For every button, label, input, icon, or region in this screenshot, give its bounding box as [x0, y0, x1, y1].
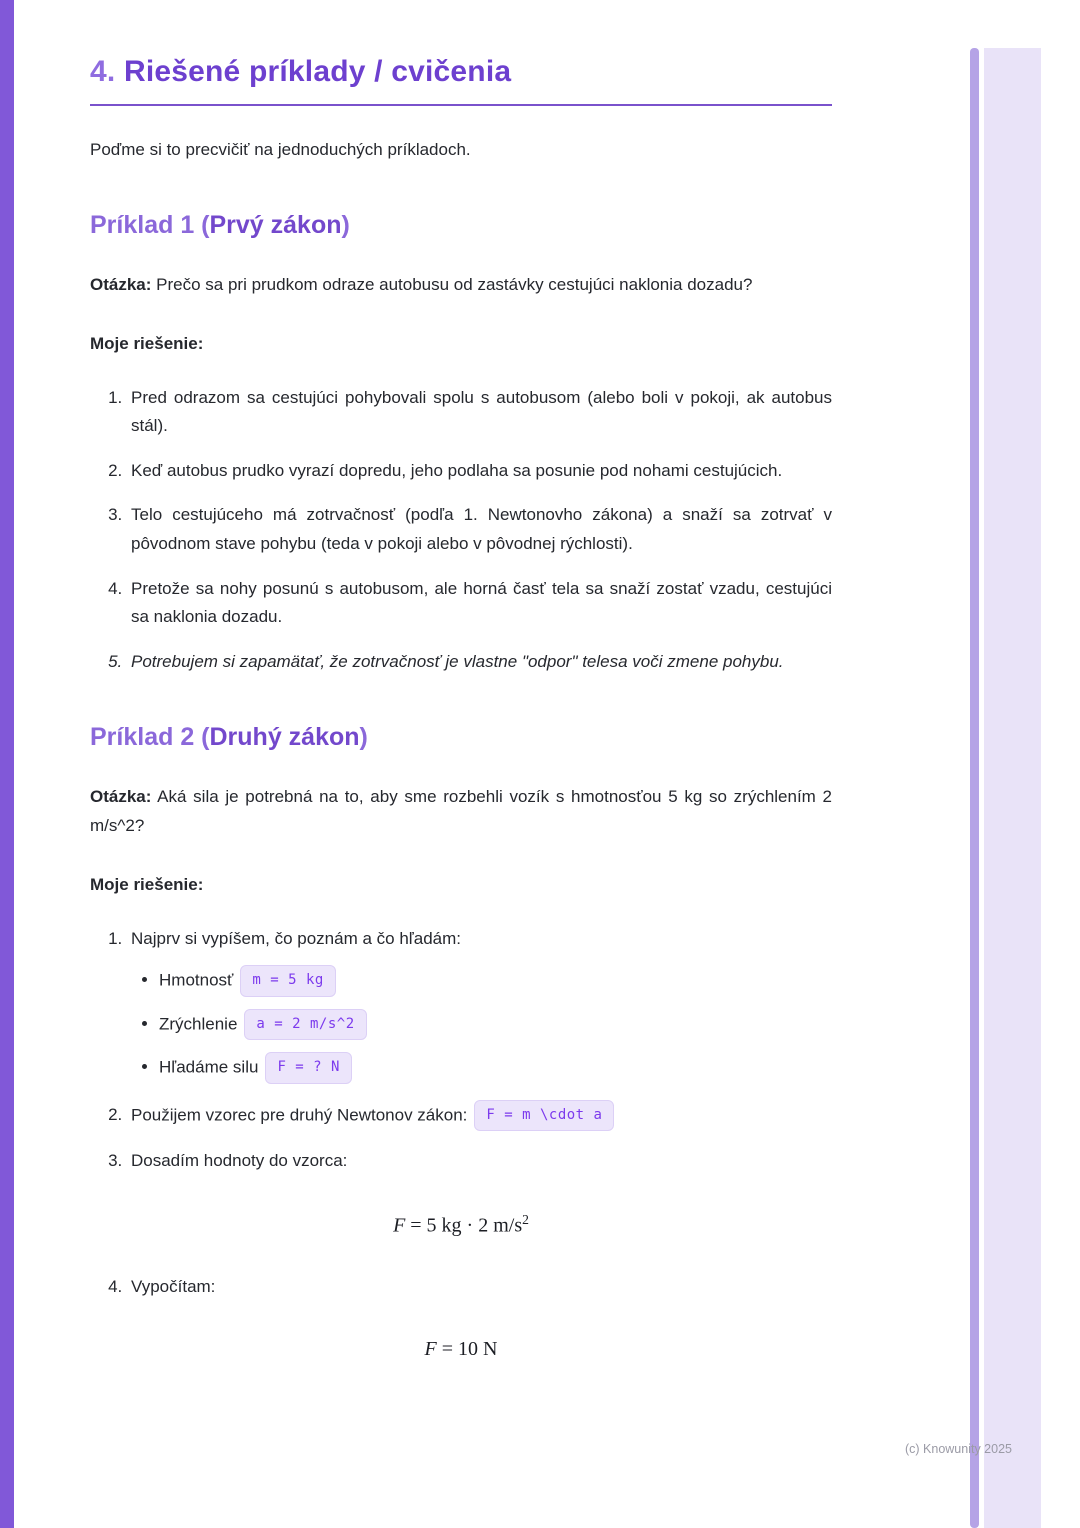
question-text: Prečo sa pri prudkom odraze autobusu od zastávky cestujúci naklonia dozadu?	[151, 275, 753, 295]
example2-question	[90, 783, 832, 840]
left-accent-bar	[0, 0, 14, 1528]
code-chip-mass: m = 5 kg	[240, 965, 335, 997]
example2-heading	[90, 722, 832, 753]
document-content	[90, 0, 832, 1397]
list-item: 3. Telo cestujúceho má zotrvačnosť (podľa 1. Newtonovho zákona) a snaží sa zotrvať v pôvodnom stave pohybu (teda v pokoji alebo v pôvodnej rýchlosti).	[127, 501, 832, 558]
math-body: = 10 N	[436, 1337, 498, 1360]
list-item	[127, 1147, 832, 1176]
page-title-text: Riešené príklady / cvičenia	[123, 55, 512, 88]
example1-steps	[90, 384, 832, 676]
known-item	[159, 1052, 832, 1084]
example1-solution-label: Moje riešenie:	[90, 333, 204, 353]
list-item-note: 5. Potrebujem si zapamätať, že zotrvačnosť je vlastne "odpor" telesa voči zmene pohybu.	[127, 648, 832, 677]
list-item: 4. Pretože sa nohy posunú s autobusom, ale horná časť tela sa snaží zostať vzadu, cestujúci sa naklonia dozadu.	[127, 575, 832, 632]
step-text: Vypočítam:	[131, 1277, 216, 1297]
question-label: Otázka:	[90, 275, 152, 295]
code-chip-force: F = ? N	[265, 1052, 352, 1084]
watermark-text: (c) Knowunity 2025	[904, 1442, 1012, 1456]
step-text: Dosadím hodnoty do vzorca:	[131, 1151, 348, 1171]
example2-solution-label: Moje riešenie:	[90, 874, 204, 894]
known-label: Hľadáme silu	[159, 1057, 259, 1077]
list-item	[127, 925, 832, 1084]
scrollbar-thumb[interactable]	[970, 48, 979, 1528]
code-chip-formula: F = m \cdot a	[474, 1100, 614, 1132]
list-item: 2. Keď autobus prudko vyrazí dopredu, jeho podlaha sa posunie pod nohami cestujúcich.	[127, 457, 832, 486]
known-item	[159, 965, 832, 997]
known-label: Zrýchlenie	[159, 1013, 238, 1033]
known-item	[159, 1009, 832, 1041]
step-text: Najprv si vypíšem, čo poznám a čo hľadám:	[131, 928, 461, 948]
example2-heading-bold: Druhý zákon	[209, 723, 360, 752]
example2-heading-prefix: Príklad 2 (	[90, 723, 210, 752]
math-variable: F	[424, 1337, 437, 1360]
example1-heading-prefix: Príklad 1 (	[90, 211, 210, 240]
code-chip-acceleration: a = 2 m/s^2	[244, 1009, 366, 1041]
example1-heading	[90, 210, 832, 241]
known-values-list	[131, 965, 832, 1084]
right-margin-panel	[984, 48, 1041, 1528]
math-variable: F	[393, 1214, 406, 1237]
example2-steps	[90, 925, 832, 1176]
page-title-number: 4.	[90, 55, 116, 88]
math-substitution	[90, 1212, 832, 1238]
math-result	[90, 1338, 832, 1361]
example2-heading-suffix: )	[359, 723, 368, 752]
step-text: Použijem vzorec pre druhý Newtonov zákon:	[131, 1104, 468, 1124]
list-item	[127, 1100, 832, 1132]
example1-heading-bold: Prvý zákon	[209, 211, 342, 240]
question-text: Aká sila je potrebná na to, aby sme rozbehli vozík s hmotnosťou 5 kg so zrýchlením 2 m/s^2?	[90, 787, 832, 836]
known-label: Hmotnosť	[159, 970, 234, 990]
example1-heading-suffix: )	[341, 211, 350, 240]
list-item	[127, 1273, 832, 1302]
question-label: Otázka:	[90, 787, 152, 807]
page-title	[90, 54, 832, 90]
intro-paragraph: Poďme si to precvičiť na jednoduchých príkladoch.	[90, 140, 471, 159]
example1-question	[90, 271, 832, 300]
example2-steps-continued	[90, 1273, 832, 1302]
math-body: = 5 kg · 2 m/s	[405, 1214, 523, 1237]
title-divider	[90, 104, 832, 106]
list-item: 1. Pred odrazom sa cestujúci pohybovali spolu s autobusom (alebo boli v pokoji, ak autobus stál).	[127, 384, 832, 441]
math-superscript: 2	[522, 1211, 529, 1227]
